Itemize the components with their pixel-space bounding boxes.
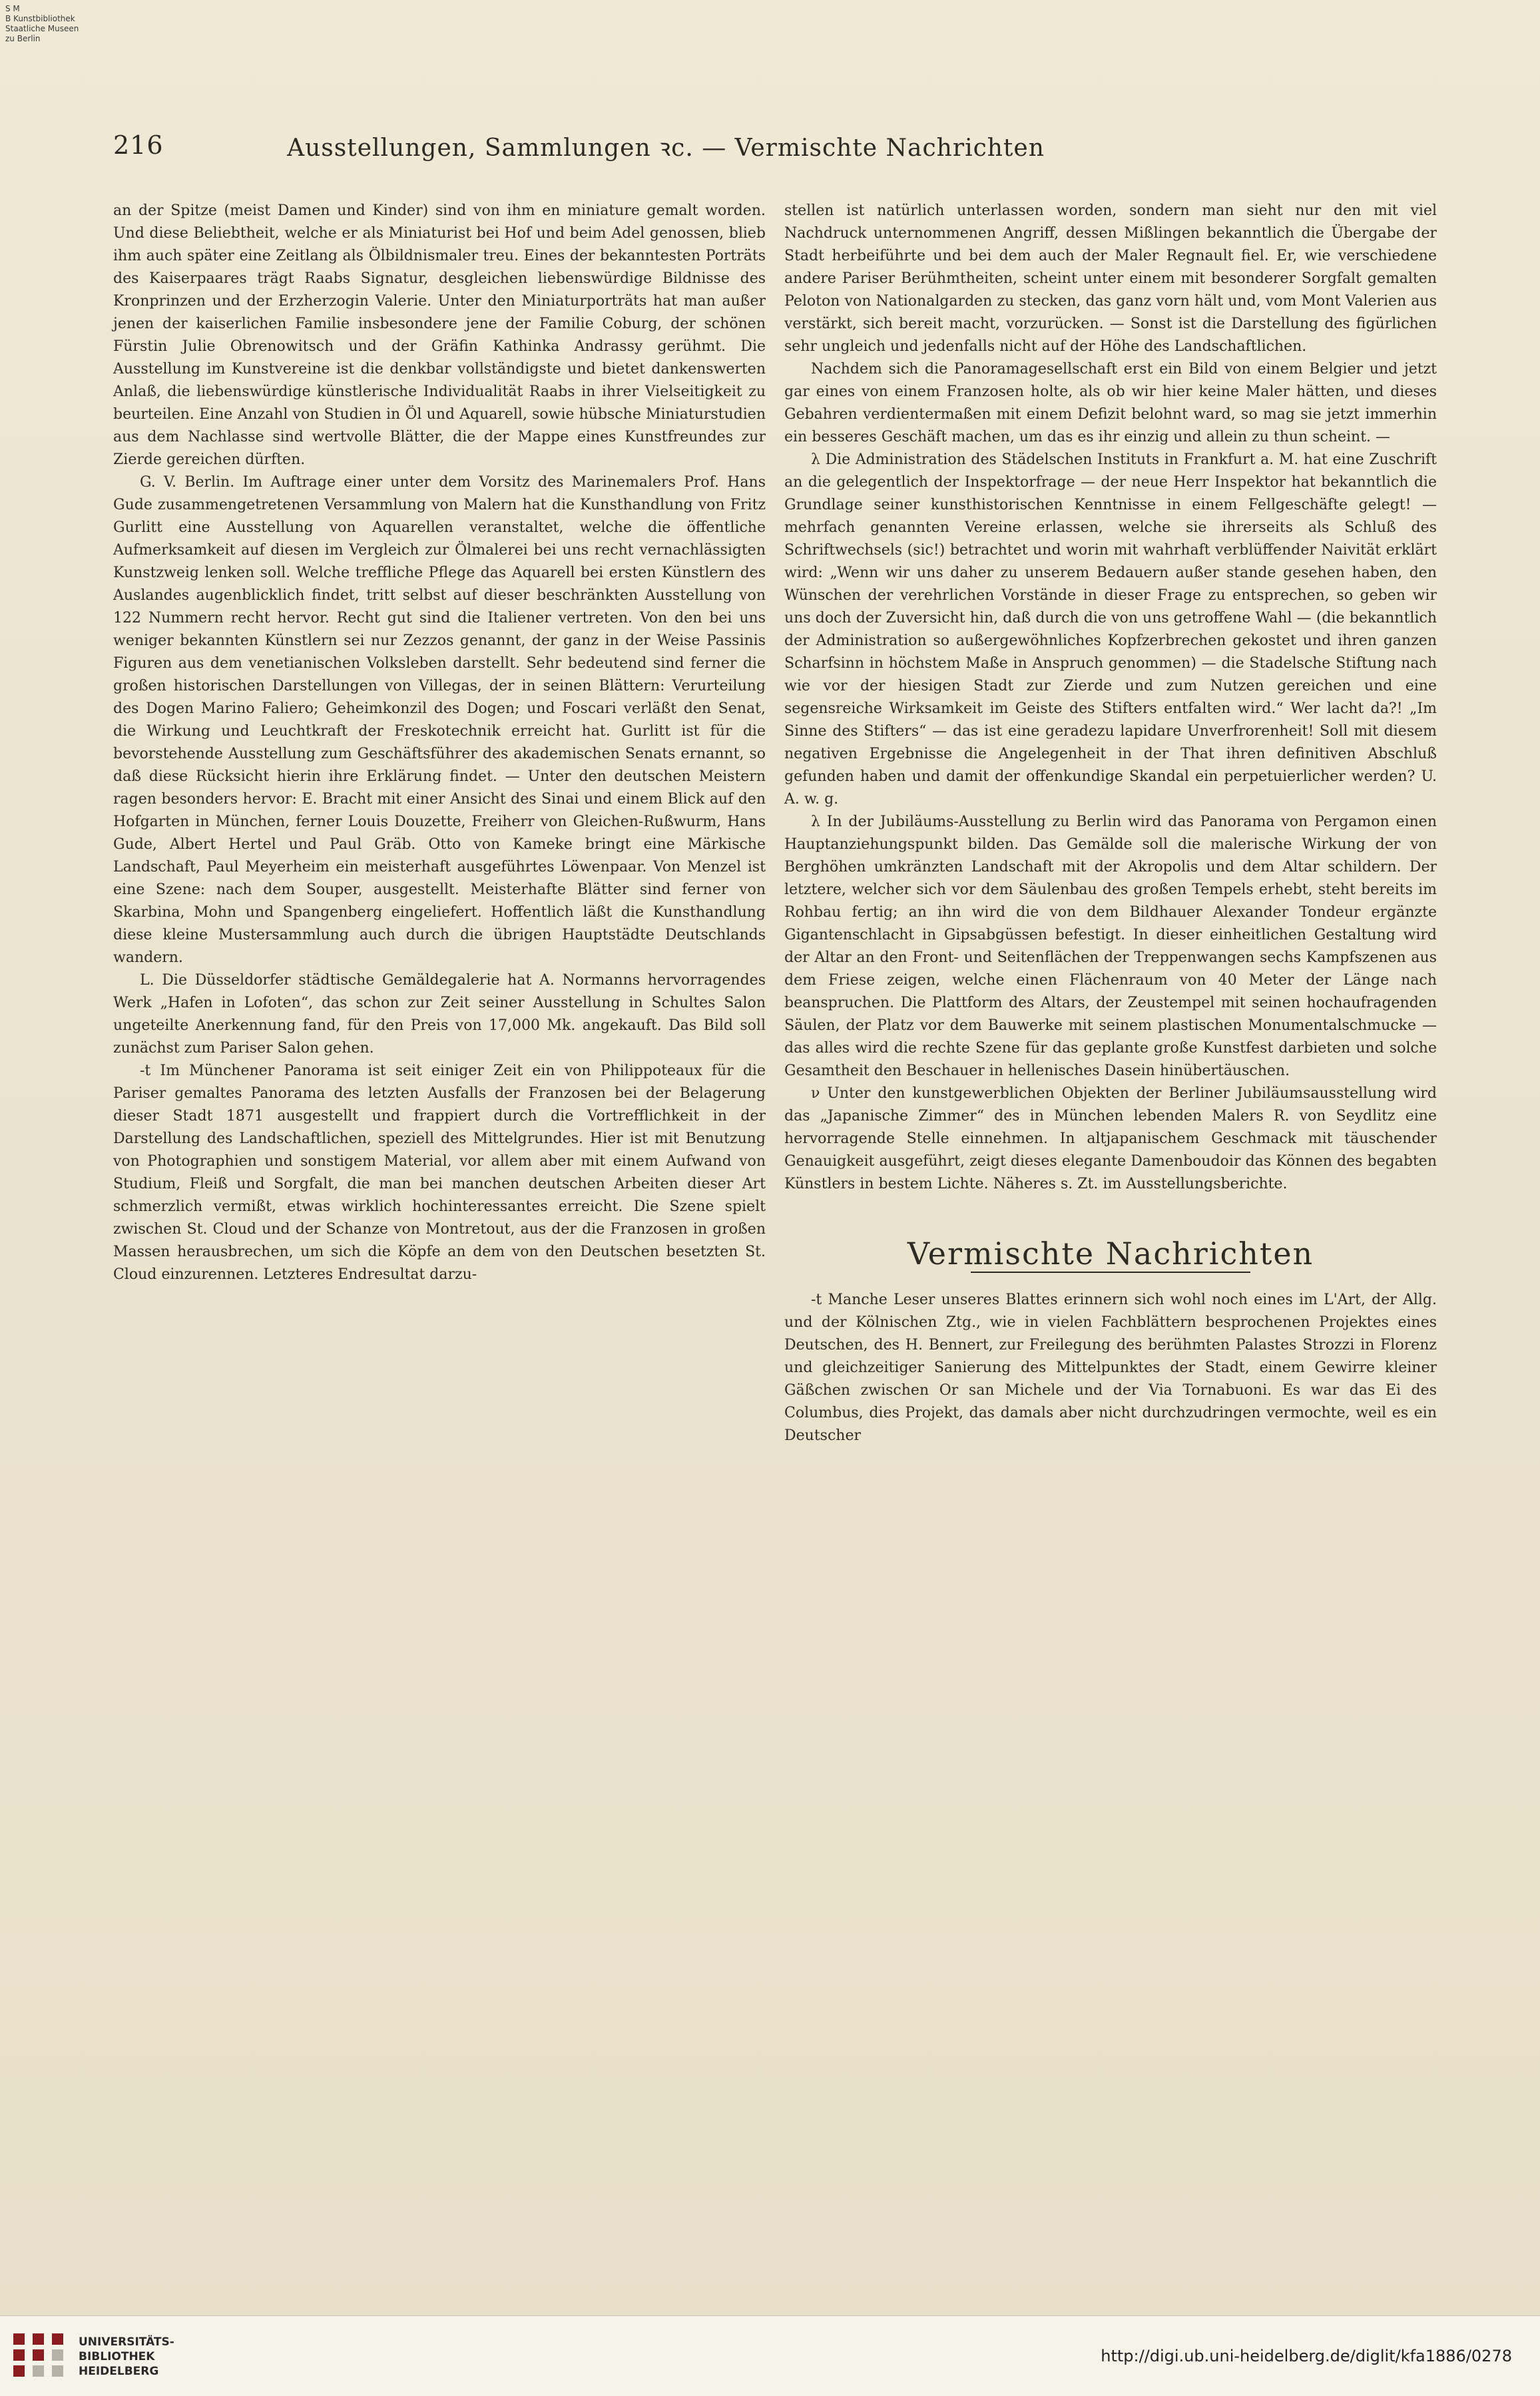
paragraph: ν Unter den kunstgewerblichen Objekten der Berliner Jubiläumsausstellung wird das „Japanische Zimmer“ des in München lebenden Malers R. von Seydlitz eine hervorragende Stelle einnehmen. In altjapanischem Geschmack mit täuschender Genauigkeit ausgeführt, zeigt dieses elegante Damenboudoir das Können des begabten Künstlers in bestem Lichte. Näheres s. Zt. im Ausstellungsberichte. <box>784 1085 1437 1192</box>
library-stamp <box>5 4 105 44</box>
running-head <box>113 130 1079 170</box>
library-logo-icon <box>13 2333 64 2377</box>
section-heading: Vermischte Nachrichten <box>907 1236 1314 1272</box>
library-name <box>79 2335 174 2379</box>
stamp-line: Staatliche Museen <box>5 24 79 33</box>
paragraph: G. V. Berlin. Im Auftrage einer unter dem Vorsitz des Marinemalers Prof. Hans Gude zusammengetretenen Versammlung von Malern hat die Kunsthandlung von Fritz Gurlitt eine Ausstellung von Aquarellen veranstaltet, welche die öffentliche Aufmerksamkeit auf diesen im Vergleich zur Ölmalerei bei uns recht vernachlässigten Kunstzweig lenken soll. Welche treffliche Pflege das Aquarell bei ersten Künstlern des Auslandes augenblicklich findet, tritt selbst auf dieser beschränkten Ausstellung von 122 Nummern recht hervor. Recht gut sind die Italiener vertreten. Von den bei uns weniger bekannten Künstlern sei nur Zezzos genannt, der ganz in der Weise Passinis Figuren aus dem venetianischen Volksleben darstellt. Sehr bedeutend sind ferner die großen historischen Darstellungen von Villegas, der in seinen Blättern: Verurteilung des Dogen Marino Faliero; Geheimkonzil des Dogen; und Foscari verläßt den Senat, die Wirkung und Leuchtkraft der Freskotechnik erreicht hat. Gurlitt ist für die bevorstehende Ausstellung zum Geschäftsführer des akademischen Senats ernannt, so daß diese Rücksicht hierin ihre Erklärung findet. — Unter den deutschen Meistern ragen besonders hervor: E. Bracht mit einer Ansicht des Sinai und einem Blick auf den Hofgarten in München, ferner Louis Douzette, Freiherr von Gleichen-Rußwurm, Hans Gude, Albert Hertel und Paul Gräb. Otto von Kameke bringt eine Märkische Landschaft, Paul Meyerheim ein meisterhaft ausgeführtes Löwenpaar. Von Menzel ist eine Szene: nach dem Souper, ausgestellt. Meisterhafte Blätter sind ferner von Skarbina, Mohn und Spangenberg eingeliefert. Hoffentlich läßt die Kunsthandlung diese kleine Mustersammlung auch durch die übrigen Hauptstädte Deutschlands wandern. <box>113 474 766 966</box>
stamp-line: S M <box>5 4 20 13</box>
library-name-line: UNIVERSITÄTS- <box>79 2335 174 2349</box>
stamp-line: zu Berlin <box>5 34 41 43</box>
source-url-link[interactable]: http://digi.ub.uni-heidelberg.de/diglit/kfa1886/0278 <box>1101 2347 1512 2365</box>
paragraph: Nachdem sich die Panoramagesellschaft erst ein Bild von einem Belgier und jetzt gar eines von einem Franzosen holte, als ob wir hier keine Maler hätten, und dieses Gebahren verdientermaßen mit einem Defizit belohnt ward, so mag sie jetzt immerhin ein besseres Geschäft machen, um das es ihr einzig und allein zu thun scheint. — <box>784 361 1437 445</box>
paragraph: L. Die Düsseldorfer städtische Gemäldegalerie hat A. Normanns hervorragendes Werk „Hafen in Lofoten“, das schon zur Zeit seiner Ausstellung in Schultes Salon ungeteilte Anerkennung fand, für den Preis von 17,000 Mk. angekauft. Das Bild soll zunächst zum Pariser Salon gehen. <box>113 972 766 1057</box>
library-name-line: HEIDELBERG <box>79 2365 159 2378</box>
footer-bar <box>0 2315 1540 2396</box>
left-column <box>113 200 766 1286</box>
paragraph: λ In der Jubiläums-Ausstellung zu Berlin wird das Panorama von Pergamon einen Hauptanziehungspunkt bilden. Das Gemälde soll die malerische Wirkung der von Berghöhen umkränzten Landschaft mit der Akropolis und dem Altar schildern. Der letztere, welcher sich vor dem Säulenbau des großen Tempels erhebt, steht bereits im Rohbau fertig; an ihn wird die von dem Bildhauer Alexander Tondeur ergänzte Gigantenschlacht in Gipsabgüssen befestigt. In dieser einheitlichen Gestaltung wird der Altar an den Front- und Seitenflächen der Treppenwangen sechs Kampfszenen aus dem Friese zeigen, welche einen Flächenraum von 40 Meter der Länge nach beanspruchen. Die Plattform des Altars, der Zeustempel mit seinen hochaufragenden Säulen, der Platz vor dem Bauwerke mit seinem plastischen Monumentalschmucke — das alles wird die rechte Szene für das geplante große Kunstfest darbieten und solche Gesamtheit den Beschauer in hellenisches Dasein hinübertäuschen. <box>784 814 1437 1079</box>
paragraph: -t Im Münchener Panorama ist seit einiger Zeit ein von Philippoteaux für die Pariser gemaltes Panorama des letzten Ausfalls der Franzosen bei der Belagerung dieser Stadt 1871 ausgestellt und frappiert durch die Vortrefflichkeit in der Darstellung des Landschaftlichen, speziell des Mittelgrundes. Hier ist mit Benutzung von Photographien und sonstigem Material, vor allem aber mit einem Aufwand von Studium, Fleiß und Sorgfalt, die man bei manchen deutschen Arbeiten dieser Art schmerzlich vermißt, etwas wirklich hochinteressantes erreicht. Die Szene spielt zwischen St. Cloud und der Schanze von Montretout, aus der die Franzosen in großen Massen herausbrechen, um sich die Köpfe an dem von den Deutschen besetzten St. Cloud einzurennen. Letzteres Endresultat darzu- <box>113 1063 766 1283</box>
section-heading-block <box>784 1236 1437 1273</box>
right-column <box>784 200 1437 1447</box>
library-name-line: BIBLIOTHEK <box>79 2350 155 2363</box>
paragraph: -t Manche Leser unseres Blattes erinnern sich wohl noch eines im L'Art, der Allg. und der Kölnischen Ztg., wie in vielen Fachblättern besprochenen Projektes eines Deutschen, des H. Bennert, zur Freilegung des berühmten Palastes Strozzi in Florenz und gleichzeitiger Sanierung des Mittelpunktes der Stadt, einem Gewirre kleiner Gäßchen zwischen Or san Michele und der Via Tornabuoni. Es war das Ei des Columbus, dies Projekt, das damals aber nicht durchzudringen vermochte, weil es ein Deutscher <box>784 1292 1437 1444</box>
running-title: Ausstellungen, Sammlungen ꝛc. — Vermischte Nachrichten <box>287 134 1045 162</box>
page-number: 216 <box>113 130 164 160</box>
paragraph: λ Die Administration des Städelschen Instituts in Frankfurt a. M. hat eine Zuschrift an die gelegentlich der Inspektorfrage — der neue Herr Inspektor hat bekanntlich die Grundlage seiner kunsthistorischen Kenntnisse in einem Fellgeschäfte gelegt! — mehrfach genannten Vereine erlassen, welche sie ihrerseits als Schluß des Schriftwechsels (sic!) betrachtet und worin mit wahrhaft verblüffender Naivität erklärt wird: „Wenn wir uns daher zu unserem Bedauern außer stande gesehen haben, den Wünschen der verehrlichen Vorstände in dieser Frage zu entsprechen, so geben wir uns doch der Zuversicht hin, daß durch die von uns getroffene Wahl — (die bekanntlich der Administration so außergewöhnliches Kopfzerbrechen gekostet und ihren ganzen Scharfsinn in höchstem Maße in Anspruch genommen) — die Stadelsche Stiftung nach wie vor der hiesigen Stadt zur Zierde und zum Nutzen gereichen und eine segensreiche Wirksamkeit im Geiste des Stifters entfalten wird.“ Wer lacht da?! „Im Sinne des Stifters“ — das ist eine geradezu lapidare Unverfrorenheit! Soll mit diesem negativen Ergebnisse die Angelegenheit in der That ihren definitiven Abschluß gefunden haben und damit der offenkundige Skandal ein perpetuierlicher werden? U. A. w. g. <box>784 451 1437 808</box>
stamp-line: B Kunstbibliothek <box>5 14 75 23</box>
paragraph: an der Spitze (meist Damen und Kinder) sind von ihm en miniature gemalt worden. Und diese Beliebtheit, welche er als Miniaturist bei Hof und beim Adel genossen, blieb ihm auch später eine Zeitlang als Ölbildnismaler treu. Eines der bekanntesten Porträts des Kaiserpaares trägt Raabs Signatur, desgleichen liebenswürdige Bildnisse des Kronprinzen und der Erzherzogin Valerie. Unter den Miniaturporträts hat man außer jenen der kaiserlichen Familie insbesondere jene der Familie Coburg, der schönen Fürstin Julie Obrenowitsch und der Gräfin Kathinka Andrassy gerühmt. Die Ausstellung im Kunstvereine ist die denkbar vollständigste und bietet dankenswerten Anlaß, die liebenswürdige künstlerische Individualität Raabs in ihrer Vielseitigkeit zu beurteilen. Eine Anzahl von Studien in Öl und Aquarell, sowie hübsche Miniaturstudien aus dem Nachlasse sind wertvolle Blätter, die der Mappe eines Kunstfreundes zur Zierde gereichen dürften. <box>113 202 766 468</box>
heading-rule <box>971 1272 1250 1273</box>
paragraph: stellen ist natürlich unterlassen worden, sondern man sieht nur den mit viel Nachdruck unternommenen Angriff, dessen Mißlingen bekanntlich die Übergabe der Stadt herbeiführte und bei dem auch der Maler Regnault fiel. Er, wie verschiedene andere Pariser Berühmtheiten, scheint unter einem mit besonderer Sorgfalt gemalten Peloton von Nationalgarden zu stecken, das ganz vorn hält und, vom Mont Valerien aus verstärkt, sich bereit macht, vorzurücken. — Sonst ist die Darstellung des figürlichen sehr ungleich und jedenfalls nicht auf der Höhe des Landschaftlichen. <box>784 202 1437 355</box>
